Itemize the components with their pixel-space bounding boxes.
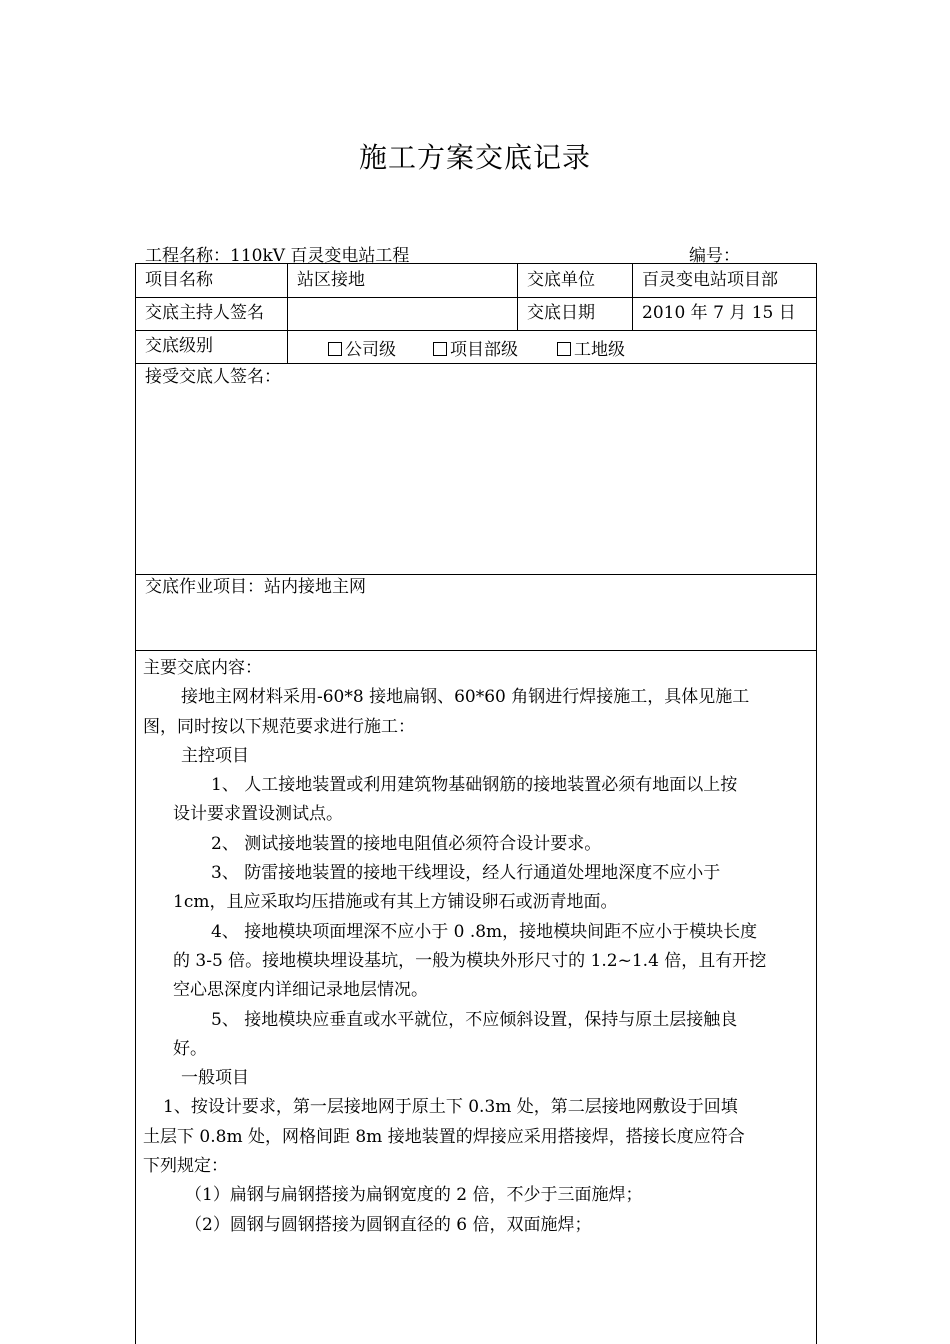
host-label: 交底主持人签名 [145, 303, 264, 323]
table-outer-top [135, 263, 817, 264]
intro-line-2: 图，同时按以下规范要求进行施工： [143, 716, 415, 737]
level-option-project[interactable] [433, 340, 518, 360]
project-value: 110kV 百灵变电站工程 [230, 246, 410, 266]
unit-value: 百灵变电站项目部 [642, 270, 778, 290]
level-option-label: 公司级 [345, 340, 396, 360]
unit-label: 交底单位 [527, 270, 595, 290]
date-label: 交底日期 [527, 303, 595, 323]
item-4-line-1: 4、 接地模块项面埋深不应小于 0 .8m，接地模块间距不应小于模块长度 [211, 921, 758, 942]
item-3-line-1: 3、 防雷接地装置的接地干线埋设，经人行通道处埋地深度不应小于 [211, 863, 721, 884]
row-divider-5 [135, 650, 817, 651]
item-4-line-2: 的 3-5 倍。接地模块埋设基坑，一般为模块外形尺寸的 1.2~1.4 倍，且有开挖 [173, 950, 767, 971]
number-label: 编号： [689, 246, 740, 266]
item-2: 2、 测试接地装置的接地电阻值必须符合设计要求。 [211, 833, 602, 854]
level-label: 交底级别 [145, 336, 213, 356]
checkbox-icon [328, 342, 342, 356]
col-divider-3 [632, 263, 633, 330]
level-option-label: 项目部级 [450, 340, 518, 360]
table-outer-right [816, 263, 817, 1344]
project-name-value: 站区接地 [297, 270, 365, 290]
item-5-line-1: 5、 接地模块应垂直或水平就位，不应倾斜设置，保持与原土层接触良 [211, 1009, 738, 1030]
project-name-label: 项目名称 [145, 270, 213, 290]
item-1-line-2: 设计要求置设测试点。 [173, 804, 343, 825]
item-5-line-2: 好。 [173, 1038, 207, 1059]
receiver-signature-label: 接受交底人签名： [145, 367, 281, 387]
level-option-company[interactable] [328, 340, 396, 360]
item-1-line-1: 1、 人工接地装置或利用建筑物基础钢筋的接地装置必须有地面以上按 [211, 775, 738, 796]
general-1-line-1: 1、按设计要求，第一层接地网于原土下 0.3m 处，第二层接地网敷设于回填 [163, 1097, 738, 1118]
row-divider-3 [135, 363, 817, 364]
item-4-line-3: 空心思深度内详细记录地层情况。 [173, 980, 428, 1001]
sub-item-1: （1）扁钢与扁钢搭接为扁钢宽度的 2 倍，不少于三面施焊； [185, 1185, 643, 1206]
checkbox-icon [433, 342, 447, 356]
project-label: 工程名称： [145, 246, 230, 266]
checkbox-icon [557, 342, 571, 356]
date-value: 2010 年 7 月 15 日 [642, 303, 796, 323]
level-option-site[interactable] [557, 340, 625, 360]
item-3-line-2: 1cm，且应采取均压措施或有其上方铺设卵石或沥青地面。 [173, 892, 618, 913]
row-divider-2 [135, 330, 817, 331]
content-heading: 主要交底内容： [143, 658, 262, 678]
general-heading: 一般项目 [181, 1068, 249, 1089]
general-1-line-3: 下列规定： [143, 1156, 228, 1177]
col-divider-2 [517, 263, 518, 330]
sub-item-2: （2）圆钢与圆钢搭接为圆钢直径的 6 倍，双面施焊； [185, 1214, 592, 1235]
document-title: 施工方案交底记录 [358, 141, 591, 174]
intro-line-1: 接地主网材料采用-60*8 接地扁钢、60*60 角钢进行焊接施工，具体见施工 [181, 687, 750, 708]
table-outer-left [135, 263, 136, 1344]
general-1-line-2: 土层下 0.8m 处，网格间距 8m 接地装置的焊接应采用搭接焊，搭接长度应符合 [143, 1126, 745, 1147]
work-item-label: 交底作业项目：站内接地主网 [145, 577, 366, 597]
level-option-label: 工地级 [574, 340, 625, 360]
main-control-heading: 主控项目 [181, 745, 249, 766]
main-content [143, 654, 807, 1240]
row-divider-1 [135, 297, 817, 298]
row-divider-4 [135, 574, 817, 575]
col-divider-1 [287, 263, 288, 363]
